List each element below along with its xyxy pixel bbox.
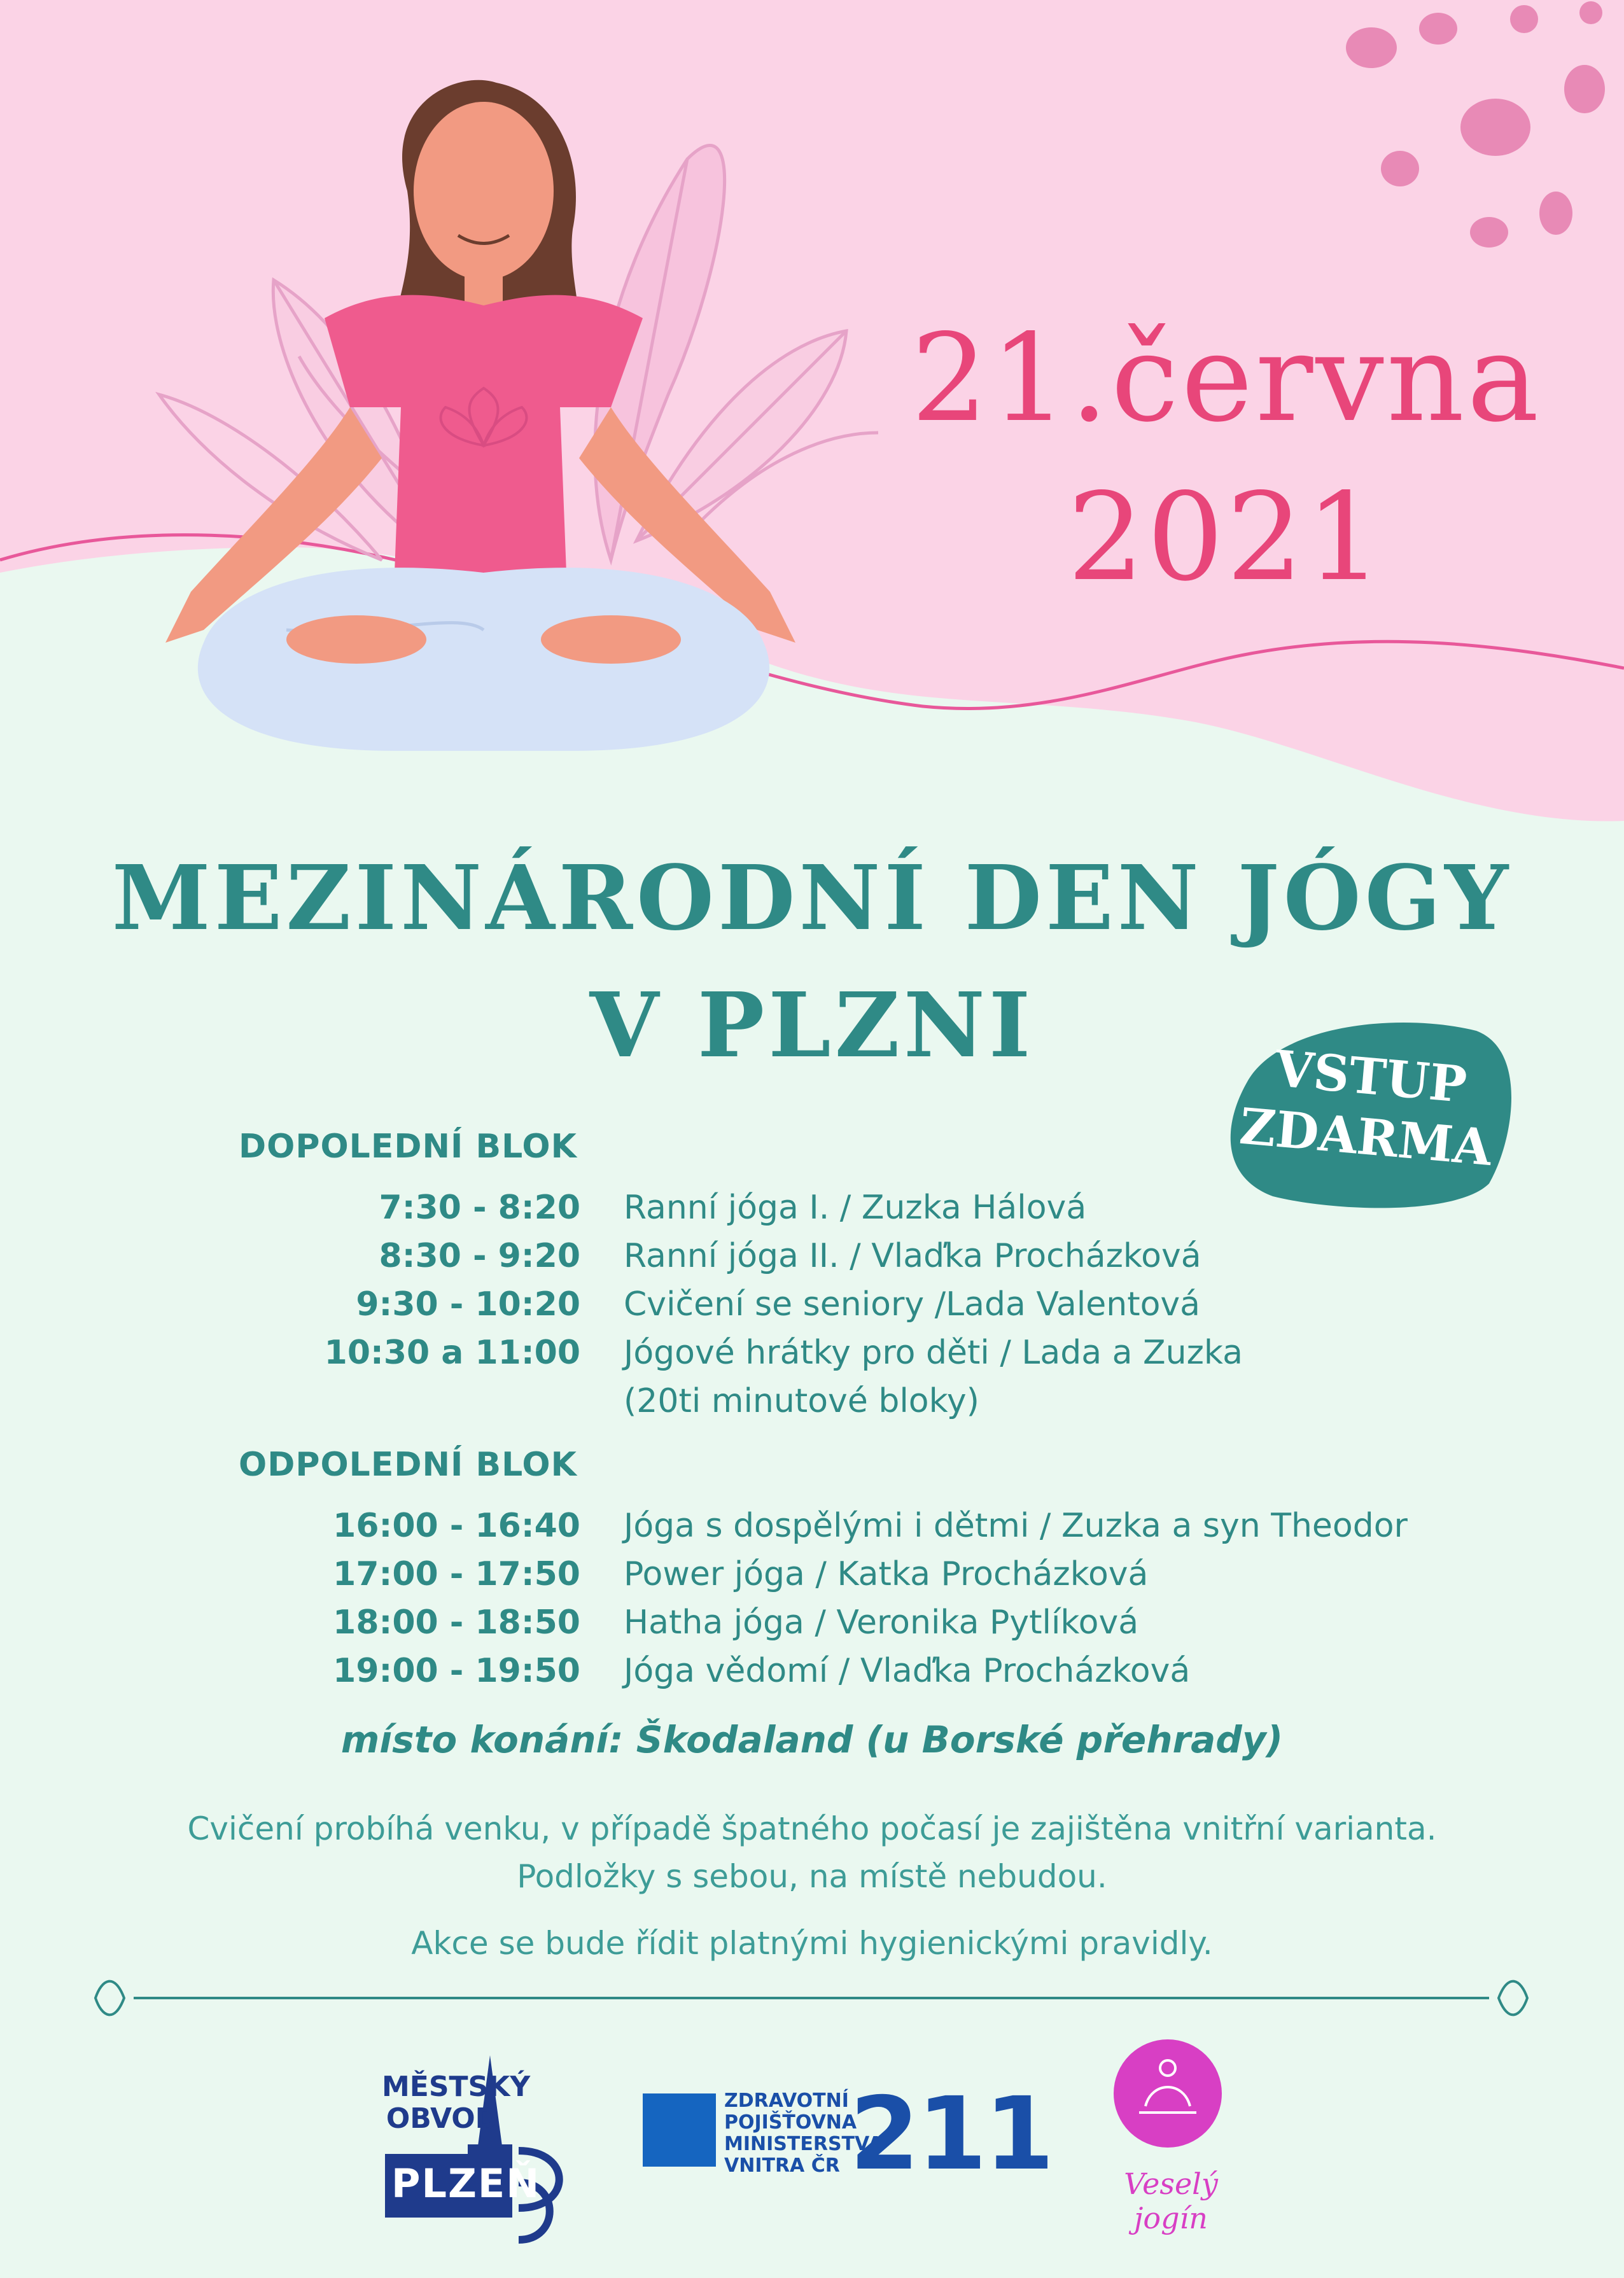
vesely-jogin-logo (1114, 2039, 1222, 2148)
schedule-activity: Hatha jóga / Veronika Pytlíková (624, 1604, 1139, 1642)
schedule-time: 10:30 a 11:00 (324, 1334, 580, 1372)
schedule-row (0, 1285, 1624, 1334)
date-day-month: 21.června (911, 308, 1542, 449)
note-mats: Podložky s sebou, na místě nebudou. (517, 1858, 1107, 1895)
schedule-row (0, 1189, 1624, 1237)
schedule-row (0, 1237, 1624, 1285)
schedule-time: 16:00 - 16:40 (333, 1507, 580, 1545)
schedule-time: 19:00 - 19:50 (333, 1652, 580, 1690)
schedule-activity: Cvičení se seniory /Lada Valentová (624, 1285, 1201, 1324)
schedule-row (0, 1652, 1624, 1700)
mestsky-line: MĚSTSKÝ (382, 2071, 531, 2103)
zp-line2: POJIŠŤOVNA (724, 2111, 857, 2134)
event-title-line1: MEZINÁRODNÍ DEN JÓGY (111, 846, 1513, 951)
obvod-line: OBVOD (386, 2102, 499, 2135)
note-weather: Cvičení probíhá venku, v případě špatného počasí je zajištěna vnitřní varianta. (187, 1810, 1437, 1847)
schedule-time: 8:30 - 9:20 (379, 1237, 580, 1275)
event-title-line2: V PLZNI (589, 974, 1035, 1078)
badge-line2: ZDARMA (1237, 1097, 1494, 1177)
free-entry-badge (1224, 1035, 1513, 1180)
schedule-row (0, 1604, 1624, 1652)
zp-number: 211 (850, 2076, 1052, 2193)
afternoon-block-heading: ODPOLEDNÍ BLOK (239, 1446, 577, 1484)
schedule-activity: Jóga s dospělými i dětmi / Zuzka a syn Theodor (624, 1507, 1408, 1545)
schedule-row (0, 1555, 1624, 1604)
zp-line4: VNITRA ČR (724, 2155, 840, 2177)
mestsky-obvod-text (382, 2071, 531, 2135)
badge-line1: VSTUP (1272, 1040, 1469, 1115)
zp-line3: MINISTERSTVA (724, 2133, 883, 2155)
schedule-activity: Jóga vědomí / Vlaďka Procházková (624, 1652, 1191, 1690)
venue-text: místo konání: Škodaland (u Borské přehrady) (340, 1718, 1284, 1761)
vesely-jogin-text: Veselý jogín (1124, 2167, 1218, 2235)
schedule-time: 9:30 - 10:20 (356, 1285, 580, 1324)
schedule-row (0, 1507, 1624, 1555)
note-hygiene: Akce se bude řídit platnými hygienickými pravidly. (411, 1925, 1213, 1962)
zp-logo-mark (643, 2093, 716, 2167)
schedule-row-extra (0, 1382, 1624, 1430)
schedule-time: 7:30 - 8:20 (379, 1189, 580, 1227)
plzen-text: PLZEŇ (391, 2160, 541, 2207)
schedule-activity-note: (20ti minutové bloky) (624, 1382, 979, 1420)
schedule-time: 17:00 - 17:50 (333, 1555, 580, 1593)
morning-block-heading: DOPOLEDNÍ BLOK (239, 1128, 577, 1166)
schedule-row (0, 1334, 1624, 1382)
schedule-activity: Jógové hrátky pro děti / Lada a Zuzka (624, 1334, 1243, 1372)
schedule-activity: Ranní jóga II. / Vlaďka Procházková (624, 1237, 1201, 1275)
event-date (829, 299, 1624, 617)
zp-line1: ZDRAVOTNÍ (724, 2090, 849, 2112)
schedule-activity: Ranní jóga I. / Zuzka Hálová (624, 1189, 1087, 1227)
date-year: 2021 (1067, 467, 1385, 608)
schedule-time: 18:00 - 18:50 (333, 1604, 580, 1642)
schedule-activity: Power jóga / Katka Procházková (624, 1555, 1149, 1593)
